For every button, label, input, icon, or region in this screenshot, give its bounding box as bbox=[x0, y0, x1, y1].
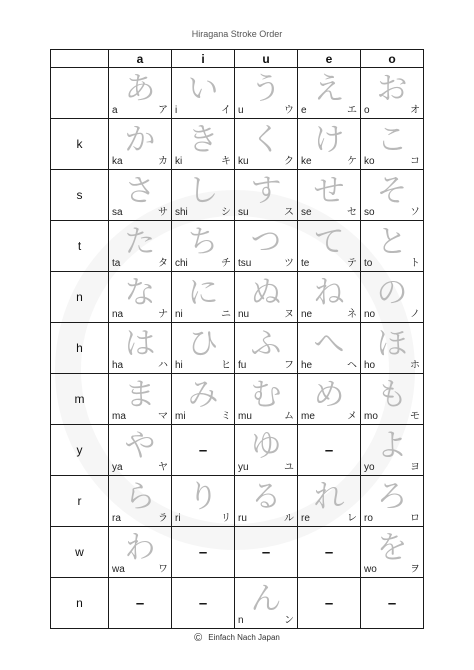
hiragana-character: と bbox=[376, 224, 408, 260]
katakana-label: ノ bbox=[410, 309, 420, 320]
katakana-label: ム bbox=[284, 411, 294, 422]
hiragana-character: に bbox=[187, 275, 219, 311]
hiragana-character: た bbox=[124, 224, 156, 260]
katakana-label: ユ bbox=[284, 462, 294, 473]
katakana-label: ヌ bbox=[284, 309, 294, 320]
empty-cell-dash: – bbox=[135, 594, 145, 612]
row-header: y bbox=[51, 425, 109, 476]
row-header bbox=[51, 68, 109, 119]
romaji-label: nu bbox=[238, 309, 250, 320]
katakana-label: サ bbox=[158, 207, 168, 218]
katakana-label: ア bbox=[158, 105, 168, 116]
empty-cell-dash: – bbox=[387, 594, 397, 612]
romaji-label: se bbox=[301, 207, 312, 218]
kana-cell bbox=[235, 323, 298, 374]
kana-cell bbox=[172, 221, 235, 272]
table-row bbox=[51, 425, 424, 476]
romaji-label: yo bbox=[364, 462, 375, 473]
katakana-label: リ bbox=[221, 513, 231, 524]
kana-cell bbox=[361, 425, 424, 476]
kana-cell bbox=[172, 170, 235, 221]
hiragana-character: し bbox=[187, 173, 219, 209]
hiragana-character: う bbox=[250, 71, 282, 107]
hiragana-character: ふ bbox=[250, 326, 282, 362]
kana-cell bbox=[172, 272, 235, 323]
kana-cell bbox=[235, 476, 298, 527]
romaji-label: su bbox=[238, 207, 249, 218]
kana-cell bbox=[172, 425, 235, 476]
hiragana-character: ま bbox=[124, 377, 156, 413]
katakana-label: ヨ bbox=[410, 462, 420, 473]
hiragana-table bbox=[50, 49, 424, 629]
kana-cell bbox=[361, 119, 424, 170]
romaji-label: ho bbox=[364, 360, 376, 371]
kana-cell bbox=[361, 170, 424, 221]
kana-cell bbox=[235, 119, 298, 170]
kana-cell bbox=[172, 323, 235, 374]
column-header-a: a bbox=[109, 50, 172, 68]
kana-cell bbox=[361, 527, 424, 578]
kana-cell bbox=[298, 374, 361, 425]
katakana-label: ク bbox=[284, 156, 294, 167]
hiragana-character: あ bbox=[124, 71, 156, 107]
column-header-u: u bbox=[235, 50, 298, 68]
romaji-label: o bbox=[364, 105, 370, 116]
romaji-label: n bbox=[238, 615, 244, 626]
katakana-label: カ bbox=[158, 156, 168, 167]
hiragana-character: ゆ bbox=[250, 428, 282, 464]
footer bbox=[0, 632, 474, 644]
kana-cell bbox=[109, 272, 172, 323]
empty-cell-dash: – bbox=[324, 543, 334, 561]
romaji-label: he bbox=[301, 360, 313, 371]
romaji-label: ne bbox=[301, 309, 313, 320]
kana-cell bbox=[172, 578, 235, 629]
empty-cell-dash: – bbox=[198, 543, 208, 561]
page-title: Hiragana Stroke Order bbox=[191, 29, 283, 39]
empty-cell-dash: – bbox=[198, 441, 208, 459]
romaji-label: no bbox=[364, 309, 376, 320]
table-row bbox=[51, 476, 424, 527]
romaji-label: yu bbox=[238, 462, 249, 473]
romaji-label: ku bbox=[238, 156, 249, 167]
katakana-label: フ bbox=[284, 360, 294, 371]
katakana-label: マ bbox=[158, 411, 168, 422]
romaji-label: re bbox=[301, 513, 310, 524]
row-header: t bbox=[51, 221, 109, 272]
kana-cell bbox=[109, 68, 172, 119]
katakana-label: タ bbox=[158, 258, 168, 269]
kana-cell bbox=[235, 425, 298, 476]
katakana-label: ナ bbox=[158, 309, 168, 320]
romaji-label: to bbox=[364, 258, 373, 269]
kana-cell bbox=[109, 221, 172, 272]
katakana-label: イ bbox=[221, 105, 231, 116]
table-row bbox=[51, 578, 424, 629]
kana-cell bbox=[235, 374, 298, 425]
katakana-label: ソ bbox=[410, 207, 420, 218]
hiragana-character: れ bbox=[313, 479, 345, 515]
romaji-label: ke bbox=[301, 156, 312, 167]
column-header-e: e bbox=[298, 50, 361, 68]
hiragana-character: く bbox=[250, 122, 282, 158]
romaji-label: ha bbox=[112, 360, 124, 371]
katakana-label: オ bbox=[410, 105, 420, 116]
hiragana-character: ろ bbox=[376, 479, 408, 515]
row-header: n bbox=[51, 272, 109, 323]
corner-cell bbox=[51, 50, 109, 68]
hiragana-character: そ bbox=[376, 173, 408, 209]
katakana-label: エ bbox=[347, 105, 357, 116]
katakana-label: ヒ bbox=[221, 360, 231, 371]
romaji-label: na bbox=[112, 309, 124, 320]
hiragana-character: な bbox=[124, 275, 156, 311]
hiragana-character: ん bbox=[250, 581, 282, 617]
footer-text: Einfach Nach Japan bbox=[208, 633, 280, 642]
hiragana-character: て bbox=[313, 224, 345, 260]
table-row bbox=[51, 323, 424, 374]
kana-cell bbox=[361, 578, 424, 629]
hiragana-character: つ bbox=[250, 224, 282, 260]
kana-cell bbox=[109, 170, 172, 221]
romaji-label: ya bbox=[112, 462, 123, 473]
hiragana-character: お bbox=[376, 71, 408, 107]
romaji-label: shi bbox=[175, 207, 188, 218]
kana-cell bbox=[361, 221, 424, 272]
kana-cell bbox=[298, 170, 361, 221]
katakana-label: ミ bbox=[221, 411, 231, 422]
romaji-label: hi bbox=[175, 360, 183, 371]
katakana-label: ハ bbox=[158, 360, 168, 371]
hiragana-character: こ bbox=[376, 122, 408, 158]
katakana-label: ラ bbox=[158, 513, 168, 524]
romaji-label: so bbox=[364, 207, 375, 218]
hiragana-character: ひ bbox=[187, 326, 219, 362]
kana-cell bbox=[109, 374, 172, 425]
hiragana-character: み bbox=[187, 377, 219, 413]
copyright-icon: © bbox=[194, 632, 203, 644]
column-header-i: i bbox=[172, 50, 235, 68]
katakana-label: ン bbox=[284, 615, 294, 626]
katakana-label: ヘ bbox=[347, 360, 357, 371]
row-header: m bbox=[51, 374, 109, 425]
hiragana-character: の bbox=[376, 275, 408, 311]
hiragana-character: は bbox=[124, 326, 156, 362]
kana-cell bbox=[235, 578, 298, 629]
katakana-label: コ bbox=[410, 156, 420, 167]
romaji-label: ri bbox=[175, 513, 181, 524]
hiragana-character: き bbox=[187, 122, 219, 158]
romaji-label: mu bbox=[238, 411, 252, 422]
katakana-label: ワ bbox=[158, 564, 168, 575]
kana-cell bbox=[109, 323, 172, 374]
kana-cell bbox=[298, 323, 361, 374]
romaji-label: fu bbox=[238, 360, 247, 371]
katakana-label: メ bbox=[347, 411, 357, 422]
hiragana-character: り bbox=[187, 479, 219, 515]
hiragana-character: え bbox=[313, 71, 345, 107]
kana-cell bbox=[109, 425, 172, 476]
row-header: k bbox=[51, 119, 109, 170]
kana-cell bbox=[109, 527, 172, 578]
katakana-label: ケ bbox=[347, 156, 357, 167]
katakana-label: ネ bbox=[347, 309, 357, 320]
katakana-label: ト bbox=[410, 258, 420, 269]
row-header: n bbox=[51, 578, 109, 629]
hiragana-character: む bbox=[250, 377, 282, 413]
kana-cell bbox=[109, 578, 172, 629]
kana-cell bbox=[172, 119, 235, 170]
kana-cell bbox=[361, 323, 424, 374]
kana-cell bbox=[361, 272, 424, 323]
hiragana-character: わ bbox=[124, 530, 156, 566]
hiragana-character: ぬ bbox=[250, 275, 282, 311]
katakana-label: ロ bbox=[410, 513, 420, 524]
table-row bbox=[51, 68, 424, 119]
katakana-label: キ bbox=[221, 156, 231, 167]
kana-cell bbox=[172, 68, 235, 119]
kana-cell bbox=[298, 527, 361, 578]
kana-cell bbox=[235, 68, 298, 119]
row-header: r bbox=[51, 476, 109, 527]
romaji-label: mi bbox=[175, 411, 186, 422]
kana-cell bbox=[235, 272, 298, 323]
table-row bbox=[51, 170, 424, 221]
romaji-label: ko bbox=[364, 156, 375, 167]
romaji-label: ta bbox=[112, 258, 121, 269]
katakana-label: テ bbox=[347, 258, 357, 269]
romaji-label: chi bbox=[175, 258, 188, 269]
row-header: s bbox=[51, 170, 109, 221]
hiragana-character: め bbox=[313, 377, 345, 413]
katakana-label: モ bbox=[410, 411, 420, 422]
kana-cell bbox=[361, 68, 424, 119]
kana-cell bbox=[298, 68, 361, 119]
table-row bbox=[51, 527, 424, 578]
romaji-label: ro bbox=[364, 513, 373, 524]
katakana-label: ニ bbox=[221, 309, 231, 320]
romaji-label: wa bbox=[112, 564, 125, 575]
table-row bbox=[51, 272, 424, 323]
hiragana-character: へ bbox=[313, 326, 345, 362]
kana-cell bbox=[298, 119, 361, 170]
kana-cell bbox=[172, 374, 235, 425]
hiragana-character: い bbox=[187, 71, 219, 107]
katakana-label: セ bbox=[347, 207, 357, 218]
romaji-label: me bbox=[301, 411, 315, 422]
hiragana-character: か bbox=[124, 122, 156, 158]
hiragana-character: け bbox=[313, 122, 345, 158]
kana-cell bbox=[235, 221, 298, 272]
empty-cell-dash: – bbox=[261, 543, 271, 561]
empty-cell-dash: – bbox=[324, 594, 334, 612]
kana-cell bbox=[172, 527, 235, 578]
kana-cell bbox=[235, 527, 298, 578]
column-header-o: o bbox=[361, 50, 424, 68]
katakana-label: ル bbox=[284, 513, 294, 524]
romaji-label: ma bbox=[112, 411, 126, 422]
hiragana-character: も bbox=[376, 377, 408, 413]
kana-cell bbox=[109, 119, 172, 170]
romaji-label: ka bbox=[112, 156, 123, 167]
romaji-label: te bbox=[301, 258, 310, 269]
kana-cell bbox=[361, 476, 424, 527]
romaji-label: ki bbox=[175, 156, 183, 167]
romaji-label: ra bbox=[112, 513, 121, 524]
hiragana-character: を bbox=[376, 530, 408, 566]
kana-cell bbox=[361, 374, 424, 425]
romaji-label: a bbox=[112, 105, 118, 116]
kana-cell bbox=[172, 476, 235, 527]
hiragana-character: ね bbox=[313, 275, 345, 311]
hiragana-character: る bbox=[250, 479, 282, 515]
row-header: h bbox=[51, 323, 109, 374]
kana-cell bbox=[298, 221, 361, 272]
kana-cell bbox=[298, 578, 361, 629]
katakana-label: シ bbox=[221, 207, 231, 218]
katakana-label: ス bbox=[284, 207, 294, 218]
kana-cell bbox=[298, 425, 361, 476]
kana-cell bbox=[235, 170, 298, 221]
romaji-label: mo bbox=[364, 411, 378, 422]
romaji-label: sa bbox=[112, 207, 123, 218]
table-row bbox=[51, 119, 424, 170]
hiragana-character: や bbox=[124, 428, 156, 464]
kana-cell bbox=[298, 272, 361, 323]
hiragana-character: よ bbox=[376, 428, 408, 464]
kana-cell bbox=[298, 476, 361, 527]
hiragana-character: ほ bbox=[376, 326, 408, 362]
katakana-label: ウ bbox=[284, 105, 294, 116]
katakana-label: ヤ bbox=[158, 462, 168, 473]
romaji-label: ru bbox=[238, 513, 247, 524]
katakana-label: ホ bbox=[410, 360, 420, 371]
hiragana-character: す bbox=[250, 173, 282, 209]
row-header: w bbox=[51, 527, 109, 578]
kana-cell bbox=[109, 476, 172, 527]
katakana-label: レ bbox=[347, 513, 357, 524]
hiragana-character: さ bbox=[124, 173, 156, 209]
empty-cell-dash: – bbox=[324, 441, 334, 459]
romaji-label: u bbox=[238, 105, 244, 116]
table-row bbox=[51, 221, 424, 272]
hiragana-character: ら bbox=[124, 479, 156, 515]
romaji-label: tsu bbox=[238, 258, 252, 269]
katakana-label: チ bbox=[221, 258, 231, 269]
romaji-label: e bbox=[301, 105, 307, 116]
romaji-label: i bbox=[175, 105, 178, 116]
romaji-label: wo bbox=[364, 564, 377, 575]
header-row bbox=[51, 50, 424, 68]
romaji-label: ni bbox=[175, 309, 183, 320]
hiragana-character: せ bbox=[313, 173, 345, 209]
hiragana-character: ち bbox=[187, 224, 219, 260]
katakana-label: ツ bbox=[284, 258, 294, 269]
empty-cell-dash: – bbox=[198, 594, 208, 612]
table-row bbox=[51, 374, 424, 425]
katakana-label: ヲ bbox=[410, 564, 420, 575]
